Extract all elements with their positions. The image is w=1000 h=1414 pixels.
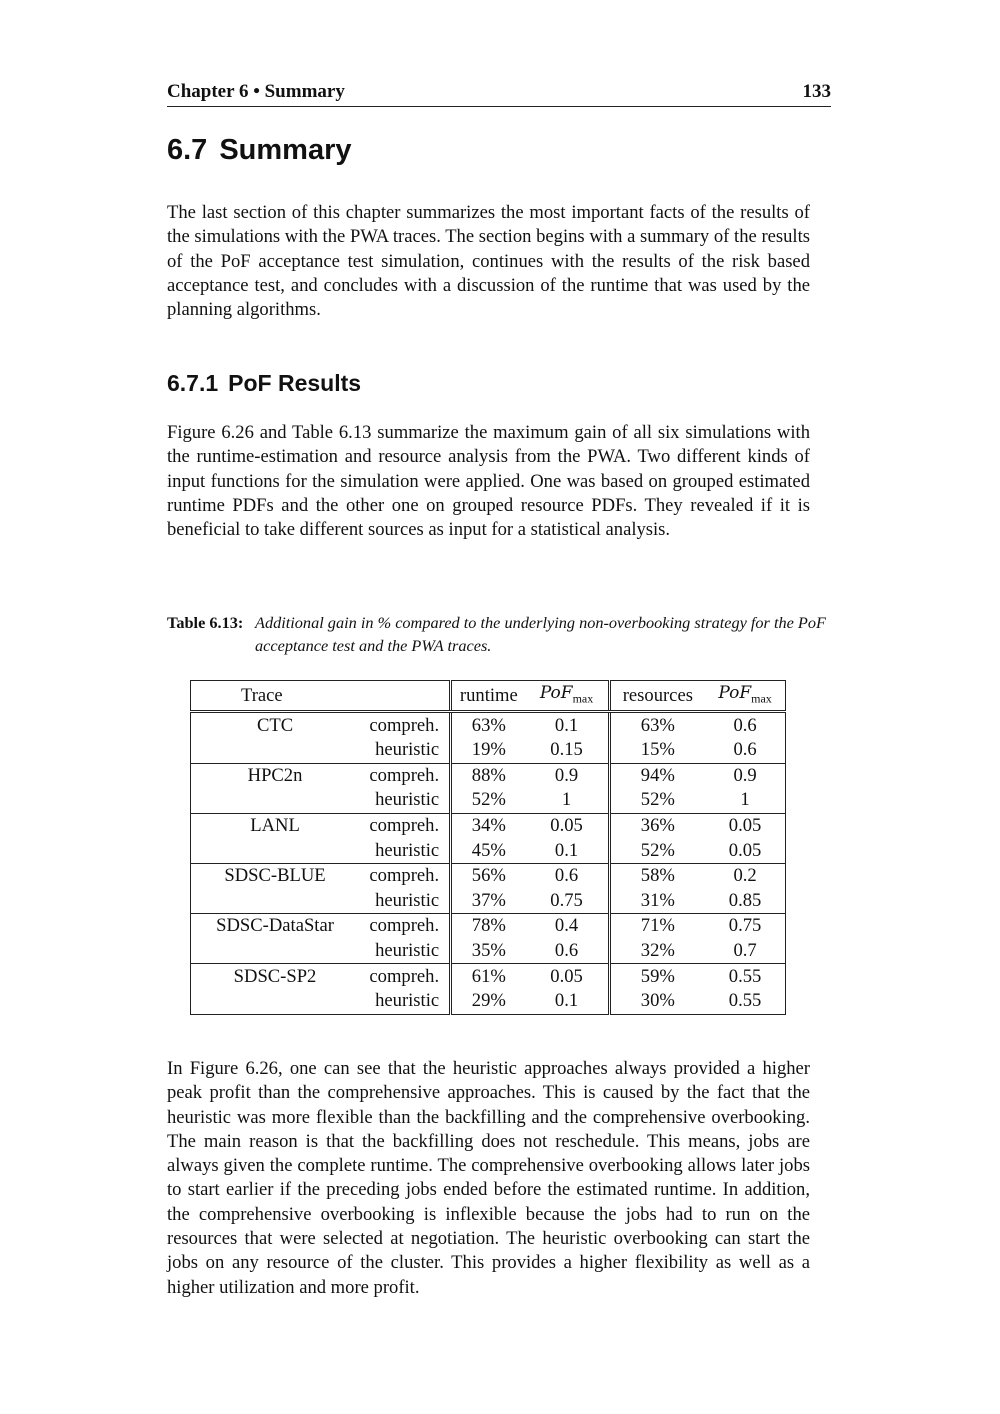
table-caption-label: Table 6.13: [167, 613, 244, 632]
method-cell: heuristic [359, 939, 451, 964]
runtime-pof-cell: 0.05 [550, 965, 583, 987]
table-row [191, 939, 786, 964]
pof-subscript: max [572, 691, 594, 706]
runtime-gain-cell: 29% [451, 989, 526, 1014]
trace-cell: SDSC-BLUE [191, 863, 360, 888]
trace-cell [191, 939, 360, 964]
resources-gain-cell: 52% [609, 838, 705, 863]
runtime-gain-cell: 45% [451, 838, 526, 863]
runtime-gain-cell: 34% [451, 813, 526, 838]
header-resources: resources [609, 681, 705, 712]
table-row [191, 863, 786, 888]
subsection-title: PoF Results [228, 370, 362, 396]
resources-gain-cell: 32% [609, 939, 705, 964]
method-cell: compreh. [369, 815, 440, 837]
resources-gain-cell: 94% [609, 763, 705, 788]
results-table [190, 680, 786, 1015]
runtime-gain-cell: 37% [451, 889, 526, 914]
resources-gain-cell: 52% [609, 788, 705, 813]
trace-cell [191, 788, 360, 813]
table-header-row [191, 681, 786, 712]
resources-pof-cell: 0.55 [705, 989, 785, 1014]
runtime-gain-cell: 52% [451, 788, 526, 813]
page-number: 133 [802, 81, 831, 102]
runtime-pof-cell: 0.4 [554, 915, 579, 937]
runtime-pof-cell: 0.05 [550, 815, 583, 837]
table-caption-text: Additional gain in % compared to the underlying non-overbooking strategy for the PoF acceptance test and the PWA traces. [255, 613, 826, 655]
runtime-pof-cell: 0.6 [526, 939, 609, 964]
runtime-gain-cell: 35% [451, 939, 526, 964]
subsection-number: 6.7.1 [167, 370, 219, 396]
runtime-pof-cell: 0.1 [554, 714, 579, 736]
resources-gain-cell: 36% [609, 813, 705, 838]
method-cell: compreh. [369, 915, 440, 937]
section-number: 6.7 [167, 134, 208, 166]
trace-cell: HPC2n [191, 763, 360, 788]
resources-gain-cell: 58% [609, 863, 705, 888]
runtime-pof-cell: 0.6 [554, 865, 579, 887]
resources-pof-cell: 1 [705, 788, 785, 813]
runtime-gain-cell: 56% [451, 863, 526, 888]
header-pof-resources [705, 681, 785, 712]
table-row [191, 788, 786, 813]
resources-pof-cell: 0.9 [705, 763, 785, 788]
runtime-pof-cell: 0.75 [526, 889, 609, 914]
runtime-gain-cell: 63% [451, 712, 526, 738]
table-row [191, 813, 786, 838]
trace-cell [191, 838, 360, 863]
runtime-pof-cell: 0.1 [526, 838, 609, 863]
running-head [167, 80, 831, 107]
runtime-gain-cell: 78% [451, 914, 526, 939]
runtime-pof-cell: 0.15 [526, 738, 609, 763]
resources-pof-cell: 0.2 [705, 863, 785, 888]
header-pof-runtime [526, 681, 609, 712]
resources-gain-cell: 31% [609, 889, 705, 914]
resources-pof-cell: 0.75 [705, 914, 785, 939]
resources-pof-cell: 0.55 [705, 964, 785, 989]
pof-symbol: PoF [539, 683, 573, 703]
table-body [191, 712, 786, 1014]
runtime-pof-cell: 0.1 [526, 989, 609, 1014]
resources-gain-cell: 15% [609, 738, 705, 763]
table-row [191, 914, 786, 939]
table-row [191, 964, 786, 989]
runtime-gain-cell: 61% [451, 964, 526, 989]
discussion-paragraph: In Figure 6.26, one can see that the heuristic approaches always provided a higher peak profit than the comprehensive approaches. This is caused by the fact that the heuristic was more flexible than the backfilling and the comprehensive overbooking. The main reason is that the backfilling does not reschedule. This means, jobs are always given the complete runtime. The comprehensive overbooking allows later jobs to start earlier if the preceding jobs ended before the estimated runtime. In addition, the comprehensive overbooking is inflexible because the jobs had to run on the resources that were selected at negotiation. The heuristic overbooking can start the jobs on any resource of the cluster. This provides a higher flexibility as well as a higher utilization and more profit. [167, 1058, 810, 1298]
trace-cell [191, 738, 360, 763]
method-cell: heuristic [359, 838, 451, 863]
resources-pof-cell: 0.7 [705, 939, 785, 964]
intro-paragraph: The last section of this chapter summarizes the most important facts of the results of the simulations with the PWA traces. The section begins with a summary of the results of the PoF acceptance test simulation, continues with the results of the risk based acceptance test, and concludes with a discussion of the runtime that was used by the planning algorithms. [167, 202, 810, 321]
pof-results-paragraph: Figure 6.26 and Table 6.13 summarize the maximum gain of all six simulations with the runtime-estimation and resource analysis from the PWA. Two different kinds of input functions for the simulation were applied. One was based on grouped estimated runtime PDFs and the other one on grouped resource PDFs. They revealed if it is beneficial to take different sources as input for a statistical analysis. [167, 422, 810, 541]
resources-pof-cell: 0.05 [705, 813, 785, 838]
method-cell: heuristic [359, 989, 451, 1014]
resources-gain-cell: 30% [609, 989, 705, 1014]
method-cell: compreh. [369, 764, 440, 786]
runtime-pof-cell: 0.9 [554, 764, 579, 786]
table-row [191, 989, 786, 1014]
resources-pof-cell: 0.6 [705, 738, 785, 763]
trace-cell: SDSC-SP2 [191, 964, 360, 989]
method-cell: compreh. [369, 865, 440, 887]
table-row [191, 838, 786, 863]
trace-cell: LANL [191, 813, 360, 838]
resources-pof-cell: 0.85 [705, 889, 785, 914]
subsection-heading [167, 370, 361, 397]
section-title: Summary [219, 134, 352, 166]
header-trace: Trace [191, 681, 451, 712]
method-cell: heuristic [359, 788, 451, 813]
header-runtime: runtime [451, 681, 526, 712]
runtime-pof-cell: 1 [526, 788, 609, 813]
table-row [191, 889, 786, 914]
runtime-gain-cell: 88% [451, 763, 526, 788]
section-heading [167, 134, 352, 167]
resources-gain-cell: 63% [609, 712, 705, 738]
table-caption [167, 611, 827, 657]
trace-cell: CTC [191, 712, 360, 738]
table-row [191, 712, 786, 738]
trace-cell [191, 989, 360, 1014]
resources-gain-cell: 71% [609, 914, 705, 939]
table-row [191, 738, 786, 763]
chapter-title: Chapter 6 • Summary [167, 81, 345, 102]
resources-pof-cell: 0.05 [705, 838, 785, 863]
table-row [191, 763, 786, 788]
method-cell: compreh. [369, 965, 440, 987]
pof-subscript: max [751, 691, 772, 706]
resources-gain-cell: 59% [609, 964, 705, 989]
resources-pof-cell: 0.6 [705, 712, 785, 738]
method-cell: compreh. [369, 714, 440, 736]
method-cell: heuristic [359, 738, 451, 763]
trace-cell: SDSC-DataStar [191, 914, 360, 939]
runtime-gain-cell: 19% [451, 738, 526, 763]
method-cell: heuristic [359, 889, 451, 914]
pof-symbol: PoF [718, 683, 752, 703]
trace-cell [191, 889, 360, 914]
